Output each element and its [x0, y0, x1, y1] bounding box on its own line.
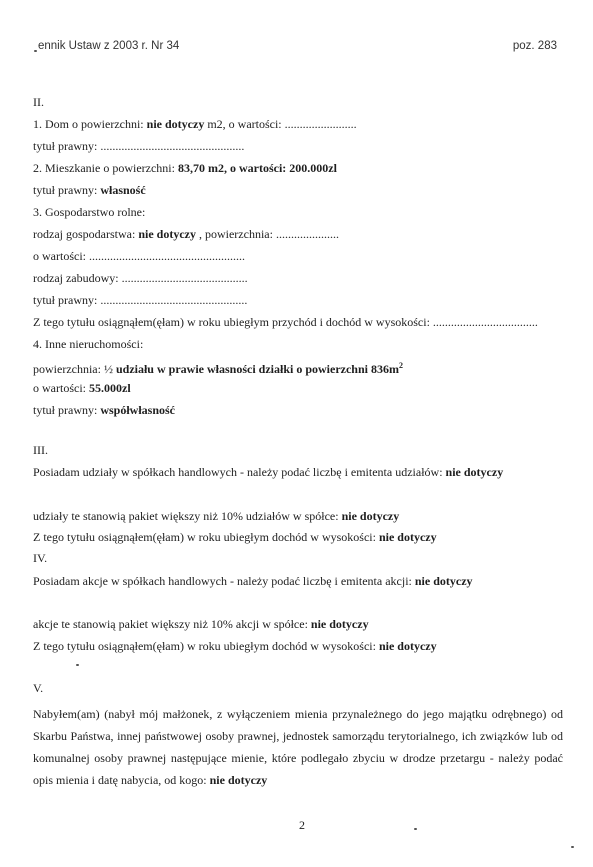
- shares-income-line: Z tego tytułu osiągnąłem(ęłam) w roku ubiegłym dochód w wysokości: nie dotyczy: [33, 530, 437, 544]
- stocks-income-line: Z tego tytułu osiągnąłem(ęłam) w roku ubiegłym dochód w wysokości: nie dotyczy: [33, 639, 437, 653]
- shares-line: Posiadam udziały w spółkach handlowych - należy podać liczbę i emitenta udziałów: nie dotyczy: [33, 465, 504, 479]
- header-position: poz. 283: [512, 40, 557, 52]
- scan-speck: [34, 50, 37, 52]
- other-property-title-line: tytuł prawny: współwłasność: [33, 403, 176, 417]
- section-v-heading: V.: [33, 681, 44, 695]
- stocks-line: Posiadam akcje w spółkach handlowych - należy podać liczbę i emitenta akcji: nie dotyczy: [33, 574, 473, 588]
- farm-value-line: o wartości: ....................................................: [33, 249, 245, 263]
- apartment-title-line: tytuł prawny: własność: [33, 183, 146, 197]
- shares-packet-line: udziały te stanowią pakiet większy niż 10% udziałów w spółce: nie dotyczy: [33, 509, 400, 523]
- scan-speck: [571, 846, 574, 848]
- page-number: 2: [299, 818, 305, 832]
- other-property-area-line: powierzchnia: ½ udziału w prawie własności działki o powierzchni $836m^2$: [33, 361, 403, 376]
- acquisition-paragraph: Nabyłem(am) (nabył mój małżonek, z wyłączeniem mienia przynależnego do jego majątku odrębnego) od Skarbu Państwa, innej państwowej osoby prawnej, jednostek samorządu terytorialnego, ich związków lub od komunalnej osoby prawnej następujące mienie, które podlegało zbyciu w drodze przetargu - należy podać opis mienia i datę nabycia, od kogo: nie dotyczy: [33, 707, 563, 787]
- apartment-line: 2. Mieszkanie o powierzchni: 83,70 m2, o wartości: 200.000zl: [33, 161, 337, 175]
- section-iii-heading: III.: [33, 443, 48, 457]
- header-journal: ennik Ustaw z 2003 r. Nr 34: [38, 40, 180, 52]
- farm-title-line: tytuł prawny: .................................................: [33, 293, 248, 307]
- farm-buildings-line: rodzaj zabudowy: ..........................................: [33, 271, 248, 285]
- other-property-heading: 4. Inne nieruchomości:: [33, 337, 144, 351]
- house-title-line: tytuł prawny: ................................................: [33, 139, 245, 153]
- stocks-packet-line: akcje te stanowią pakiet większy niż 10% akcji w spółce: nie dotyczy: [33, 617, 369, 631]
- scan-speck: [76, 664, 79, 666]
- farm-heading: 3. Gospodarstwo rolne:: [33, 205, 146, 219]
- house-area-line: 1. Dom o powierzchni: nie dotyczy m2, o wartości: ........................: [33, 117, 357, 131]
- section-iv-heading: IV.: [33, 551, 48, 565]
- scan-speck: [414, 828, 417, 830]
- farm-income-line: Z tego tytułu osiągnąłem(ęłam) w roku ubiegłym przychód i dochód w wysokości: ...................................: [33, 315, 538, 329]
- section-ii-heading: II.: [33, 95, 44, 109]
- other-property-value-line: o wartości: 55.000zl: [33, 381, 131, 395]
- farm-type-line: rodzaj gospodarstwa: nie dotyczy , powierzchnia: .....................: [33, 227, 339, 241]
